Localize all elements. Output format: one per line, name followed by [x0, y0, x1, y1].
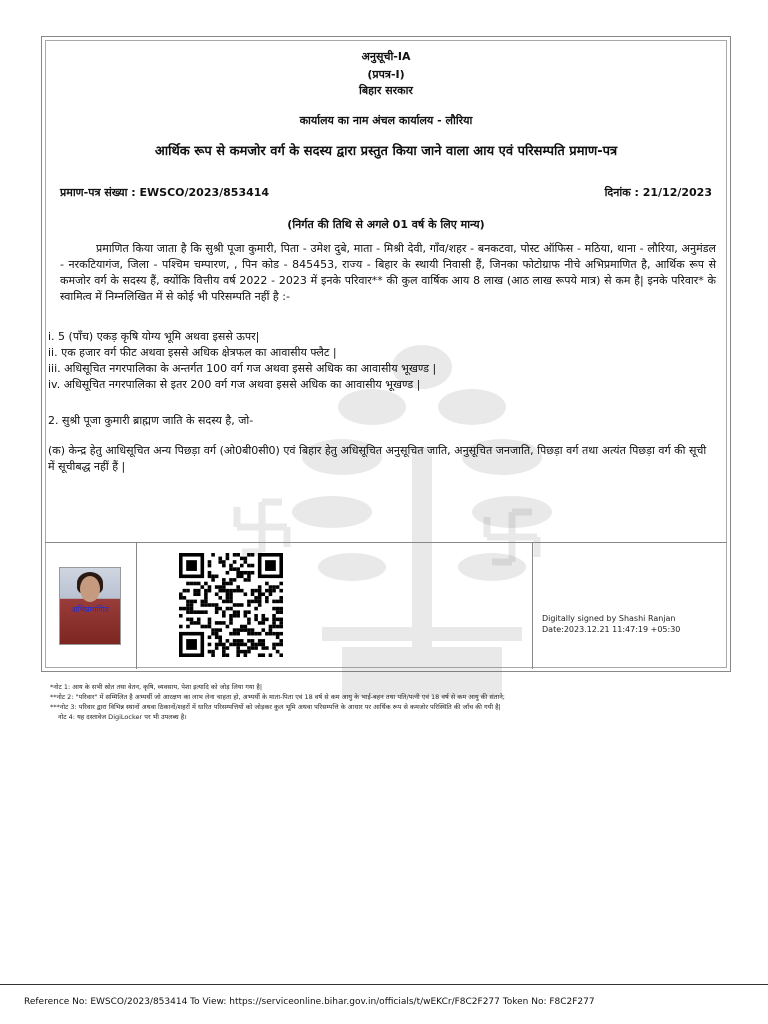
reference-footer: Reference No: EWSCO/2023/853414 To View: https://serviceonline.bihar.gov.in/officials/t/wEKCr/F8C2F277 Token No: F8C2F277	[24, 997, 595, 1007]
validity-note: (निर्गत की तिथि से अगले 01 वर्ष के लिए मान्य)	[287, 218, 485, 231]
asset-item: iv. अधिसूचित नगरपालिका से इतर 200 वर्ग गज अथवा इससे अधिक का आवासीय भूखण्ड |	[48, 378, 421, 391]
applicant-photo	[59, 567, 121, 645]
digital-signature	[542, 613, 680, 635]
certificate-date: दिनांक : 21/12/2023	[604, 186, 712, 199]
certificate-number-row	[60, 185, 712, 200]
signed-by: Digitally signed by Shashi Ranjan	[542, 614, 676, 623]
asset-list	[48, 329, 716, 393]
qr-cell	[137, 543, 533, 669]
note-3: ***नोट 3: परिवार द्वारा विभिन्न स्थानों अथवा ठिकानों/शहरों में धारित परिसम्पत्तियों को जोड़कर कुल भूमि अथवा परिसम्पत्ति के आधार पर आर्थिक रूप से कमजोर परिस्थिति की जाँच की गयी है|	[50, 703, 501, 711]
certificate-frame	[41, 36, 731, 672]
photo-face	[80, 576, 100, 602]
photo-cell	[45, 543, 137, 669]
caste-line: 2. सुश्री पूजा कुमारी ब्राह्मण जाति के सदस्य है, जो-	[48, 414, 254, 427]
note-1: *नोट 1: आय के सभी स्रोत तथा वेतन, कृषि, व्यवसाय, पेशा इत्यादि को जोड़ लिया गया है|	[50, 683, 263, 691]
asset-item: i. 5 (पाँच) एकड़ कृषि योग्य भूमि अथवा इससे ऊपर|	[48, 330, 260, 343]
government-heading: बिहार सरकार	[359, 84, 413, 97]
certification-paragraph: प्रमाणित किया जाता है कि सुश्री पूजा कुमारी, पिता - उमेश दुबे, माता - मिश्री देवी, गाँव/शहर - बनकटवा, पोस्ट ऑफिस - मठिया, थाना - लौरिया, अनुमंडल - नरकटियागंज, जिला - पश्चिम चम्पारण, , पिन कोड - 845453, राज्य - बिहार के स्थायी निवासी हैं, जिनका फोटोग्राफ नीचे अभिप्रमाणित है, आर्थिक रूप से कमजोर वर्ग के सदस्य हैं, क्योंकि वित्तीय वर्ष 2022 - 2023 में इनके परिवार** की कुल वार्षिक आय 8 लाख (आठ लाख रूपये मात्र) से कम है| इनके परिवार* के स्वामित्व में निम्नलिखित में से कोई भी परिसम्पति नहीं है :-	[60, 242, 716, 303]
certificate-title: आर्थिक रूप से कमजोर वर्ग के सदस्य द्वारा प्रस्तुत किया जाने वाला आय एवं परिसम्पति प्रमाण-पत्र	[154, 144, 618, 159]
form-heading: (प्रपत्र-I)	[367, 68, 405, 81]
caste-clause: (क) केन्द्र हेतु आधिसूचित अन्य पिछड़ा वर्ग (ओ0बी0सी0) एवं बिहार हेतु अधिसूचित अनुसूचित जाति, अनुसूचित जनजाति, पिछड़ा वर्ग तथा अत्यंत पिछड़ा वर्ग की सूची में सूचीबद्ध नहीं हैं |	[48, 444, 707, 473]
notes-section	[50, 682, 505, 722]
office-name: कार्यालय का नाम अंचल कार्यालय - लौरिया	[299, 114, 473, 127]
certificate-number: प्रमाण-पत्र संख्या : EWSCO/2023/853414	[60, 186, 270, 199]
signature-row	[45, 542, 727, 669]
note-4: नोट 4: यह दस्तावेज DigiLocker पर भी उपलब्ध है।	[58, 713, 187, 721]
asset-item: iii. अधिसूचित नगरपालिका के अन्तर्गत 100 वर्ग गज अथवा इससे अधिक का आवासीय भूखण्ड |	[48, 362, 437, 375]
asset-item: ii. एक हजार वर्ग फीट अथवा इससे अधिक क्षेत्रफल का आवासीय फ्लैट |	[48, 346, 337, 359]
schedule-heading: अनुसूची-IA	[361, 50, 411, 63]
photo-attested-label: अभिप्रमाणित	[71, 605, 109, 614]
footer-divider	[0, 984, 768, 985]
note-2: **नोट 2: "परिवार" में सम्मिलित है अभ्यर्थी जो आरक्षण का लाभ लेना चाहता हो, अभ्यर्थी के माता-पिता एवं 18 वर्ष से कम आयु के भाई-बहन तथा पति/पत्नी एवं 18 वर्ष से कम आयु की संताने;	[50, 693, 505, 701]
signed-date: Date:2023.12.21 11:47:19 +05:30	[542, 625, 681, 634]
qr-code-icon[interactable]	[179, 553, 283, 657]
